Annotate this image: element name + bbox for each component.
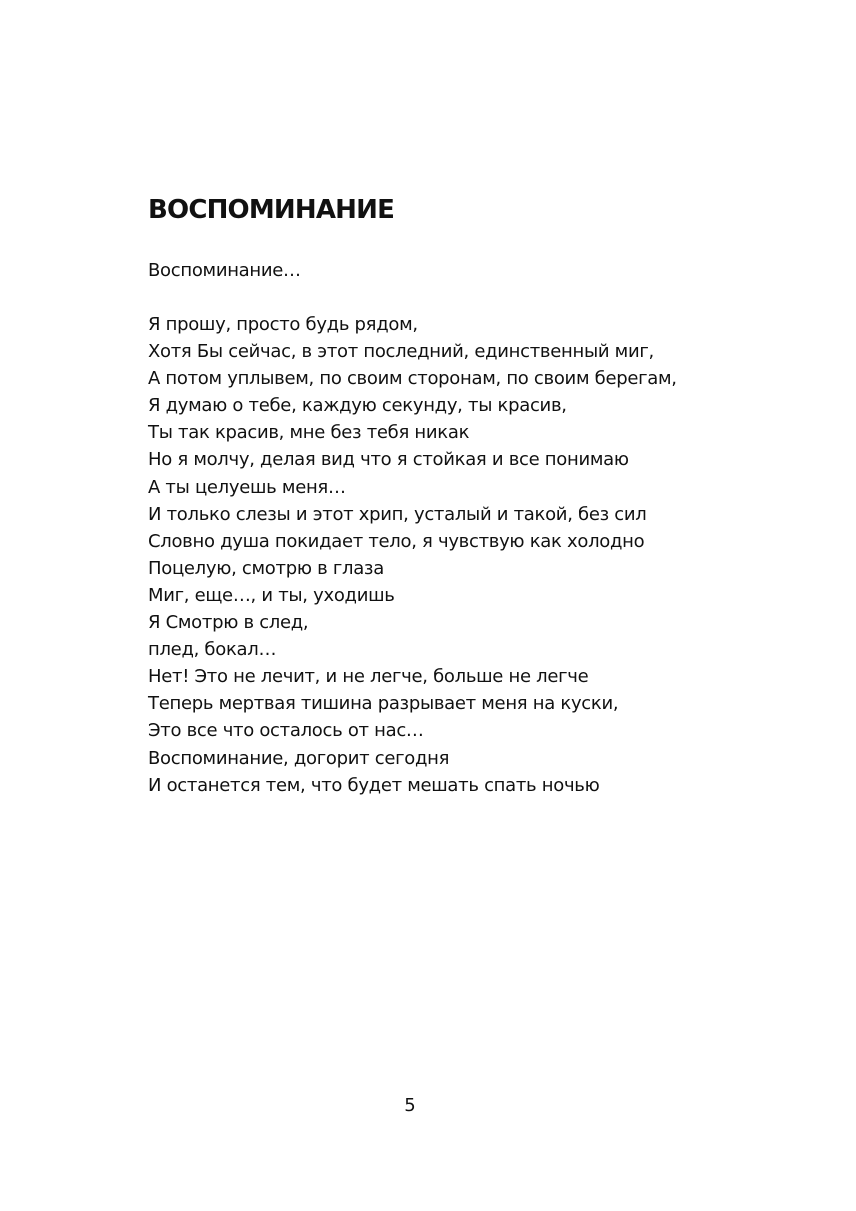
poem-line: Поцелую, смотрю в глаза bbox=[148, 557, 384, 579]
poem-line: А ты целуешь меня… bbox=[148, 476, 346, 498]
poem-line: Но я молчу, делая вид что я стойкая и все понимаю bbox=[148, 449, 629, 471]
poem-line: Словно душа покидает тело, я чувствую как холодно bbox=[148, 530, 645, 552]
poem-line: Я думаю о тебе, каждую секунду, ты красив, bbox=[148, 395, 567, 417]
poem-line: Воспоминание, догорит сегодня bbox=[148, 747, 450, 769]
poem-line: Хотя Бы сейчас, в этот последний, единственный миг, bbox=[148, 341, 654, 363]
poem-line: А потом уплывем, по своим сторонам, по своим берегам, bbox=[148, 368, 677, 390]
page-number: 5 bbox=[404, 1095, 416, 1116]
poem-body bbox=[148, 311, 677, 799]
page-title: ВОСПОМИНАНИЕ bbox=[148, 195, 395, 225]
poem-line: Теперь мертвая тишина разрывает меня на куски, bbox=[148, 693, 619, 715]
poem-epigraph: Воспоминание… bbox=[148, 260, 301, 281]
poem-line: И только слезы и этот хрип, усталый и такой, без сил bbox=[148, 503, 647, 525]
poem-line: Я Смотрю в след, bbox=[148, 612, 309, 634]
poem-line: Это все что осталось от нас… bbox=[148, 720, 424, 742]
poem-line: плед, бокал… bbox=[148, 639, 277, 661]
poem-line: Ты так красив, мне без тебя никак bbox=[148, 422, 470, 444]
poem-line: Нет! Это не лечит, и не легче, больше не легче bbox=[148, 666, 589, 688]
poem-line: Я прошу, просто будь рядом, bbox=[148, 314, 418, 335]
poem-line: Миг, еще…, и ты, уходишь bbox=[148, 584, 395, 606]
poem-line: И останется тем, что будет мешать спать ночью bbox=[148, 774, 600, 796]
